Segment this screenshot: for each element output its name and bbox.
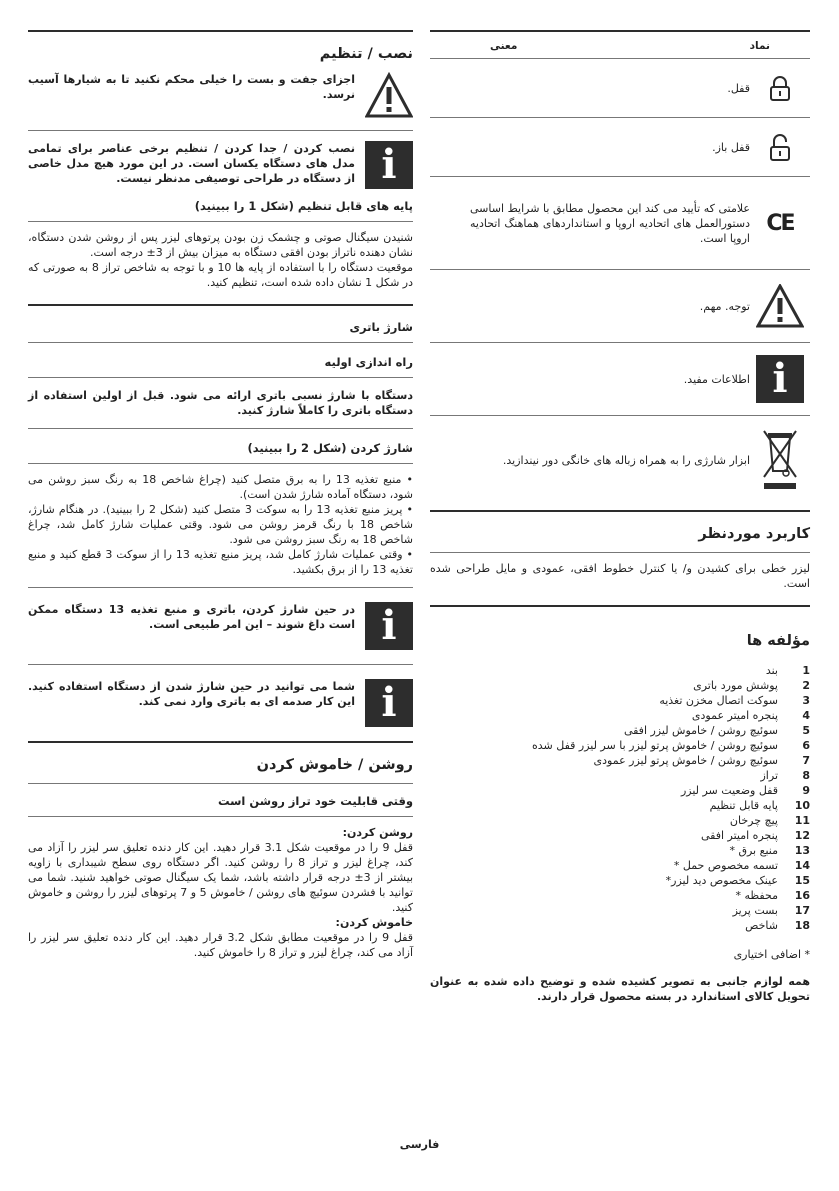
warning-note: [28, 72, 413, 120]
component-number: 6: [802, 739, 810, 752]
component-item: [430, 918, 810, 933]
component-label: پوشش مورد باتری: [693, 679, 778, 692]
component-item: [430, 783, 810, 798]
component-number: 14: [794, 859, 810, 872]
component-number: 15: [794, 874, 810, 887]
symbol-meaning: توجه. مهم.: [699, 299, 750, 313]
warning-icon: [365, 72, 413, 120]
component-label: بند: [765, 664, 778, 677]
optional-note: * اضافی اختیاری: [733, 948, 810, 961]
symbol-row: [430, 177, 810, 269]
ce-mark-icon: CE: [766, 210, 794, 236]
lock-icon: [750, 75, 810, 101]
component-number: 1: [802, 664, 810, 677]
symbol-meaning: قفل باز.: [712, 140, 750, 154]
charging-title: شارژ کردن (شکل 2 را ببینید): [247, 441, 413, 455]
component-label: سوئیچ روشن / خاموش پرتو لیزر با سر لیزر قفل شده: [531, 739, 778, 752]
col-meaning: معنی: [490, 40, 518, 52]
accessories-note: همه لوازم جانبی به تصویر کشیده شده و توضیح داده شده به عنوان تحویل کالای استاندارد در بسته محصول قرار دارند.: [430, 975, 810, 1003]
info-note: [28, 679, 413, 727]
symbol-meaning: ابزار شارژی را به همراه زباله های خانگی دور نیندازید.: [502, 453, 750, 467]
intended-text: لیزر خطی برای کشیدن و/ یا کنترل خطوط افقی، عمودی و مایل طراحی شده است.: [430, 562, 810, 590]
col-symbol: نماد: [749, 40, 770, 52]
on-text: قفل 9 را در موقعیت شکل 3.1 قرار دهید. این کار دنده تعلیق سر لیزر را آزاد می کند، چراغ لیزر و تراز 8 را روشن کنید. اگر دستگاه روی سطح شیبداری با زاویه بیشتر از 3± درجه قرار داشته باشد، شما یک سیگنال صوتی خواهید شنید. شما می توانید با فشردن سوئیچ های روشن / خاموش 5 و 7 پرتوهای لیزر را روشن و خاموش کنید.: [28, 841, 413, 914]
component-number: 18: [794, 919, 810, 932]
list-item: • پریز منبع تغذیه 13 را به سوکت 3 متصل کنید (شکل 2 را ببینید). در هنگام شارژ، شاخص 18 با رنگ قرمز روشن می شود. وقتی عملیات شارژ کامل شد، چراغ شاخص 18 به رنگ سبز روشن می شود.: [28, 503, 413, 546]
component-item: [430, 768, 810, 783]
warning-icon: [750, 284, 810, 328]
component-number: 4: [802, 709, 810, 722]
component-number: 11: [794, 814, 810, 827]
info-icon: i: [756, 355, 804, 403]
component-item: [430, 753, 810, 768]
component-label: تراز: [760, 769, 778, 782]
warning-note-text: اجزای جفت و بست را خیلی محکم نکنید تا به شیارها آسیب نرسد.: [28, 73, 355, 101]
component-item: [430, 828, 810, 843]
component-number: 9: [802, 784, 810, 797]
divider: [430, 552, 810, 553]
component-number: 5: [802, 724, 810, 737]
component-label: قفل وضعیت سر لیزر: [680, 784, 778, 797]
onoff-title: روشن / خاموش کردن: [256, 757, 413, 773]
component-item: [430, 858, 810, 873]
divider: [28, 342, 413, 343]
divider: [28, 377, 413, 378]
symbol-meaning: قفل.: [727, 81, 750, 95]
section-rule: [28, 30, 413, 32]
charge-title: شارژ باتری: [349, 320, 413, 334]
component-label: شاخص: [745, 919, 778, 932]
off-title: خاموش کردن:: [335, 916, 413, 929]
component-item: [430, 813, 810, 828]
symbol-meaning: اطلاعات مفید.: [683, 372, 750, 386]
divider: [28, 463, 413, 464]
component-label: بست پریز: [732, 904, 778, 917]
section-rule: [430, 605, 810, 607]
symbol-row: [430, 59, 810, 117]
component-item: [430, 738, 810, 753]
info-note-text: نصب کردن / جدا کردن / تنظیم برخی عناصر برای تمامی مدل های دستگاه یکسان است. در این مورد هیچ مدل خاصی از دستگاه در طراحی توصیفی مدنظر نیست.: [28, 142, 355, 185]
info-note-text: شما می توانید در حین شارژ شدن از دستگاه استفاده کنید. این کار صدمه ای به باتری وارد نمی کند.: [28, 680, 355, 708]
intended-title: کاربرد موردنظر: [698, 526, 810, 542]
startup-text: دستگاه با شارژ نسبی باتری ارائه می شود. قبل از اولین استفاده از دستگاه باتری را کاملاً شارژ کنید.: [28, 389, 413, 417]
feet-paragraph: موقعیت دستگاه را با استفاده از پایه ها 10 و با توجه به شاخص تراز 8 به صورتی که در شکل 1 نشان داده شده است، تنظیم کنید.: [28, 261, 413, 289]
divider: [28, 221, 413, 222]
list-item: • وقتی عملیات شارژ کامل شد، پریز منبع تغذیه 13 را از سوکت 3 قطع کنید و منبع تغذیه 13 را از برق بکشید.: [28, 548, 413, 576]
symbol-row: [430, 118, 810, 176]
component-item: [430, 903, 810, 918]
component-label: پنجره امیتر افقی: [700, 829, 778, 842]
weee-bin-icon: [750, 425, 810, 495]
unlock-icon: [750, 133, 810, 161]
component-number: 10: [794, 799, 810, 812]
info-note: [28, 141, 413, 189]
section-rule: [430, 510, 810, 512]
component-label: پنجره امیتر عمودی: [691, 709, 778, 722]
symbol-meaning: علامتی که تأیید می کند این محصول مطابق با شرایط اساسی دستورالعمل های اتحادیه اروپا و استانداردهای هماهنگ اتحادیه اروپا است.: [470, 201, 750, 245]
symbol-row: [430, 416, 810, 504]
component-item: [430, 723, 810, 738]
component-label: پایه قابل تنظیم: [709, 799, 778, 812]
component-item: [430, 693, 810, 708]
component-label: سوکت اتصال مخزن تغذیه: [659, 694, 778, 707]
page-footer-language: فارسی: [399, 1138, 440, 1151]
components-title: مؤلفه ها: [746, 633, 810, 649]
symbol-table-header: [430, 32, 810, 58]
component-label: سوئیچ روشن / خاموش لیزر افقی: [623, 724, 778, 737]
component-number: 17: [794, 904, 810, 917]
component-number: 3: [802, 694, 810, 707]
component-item: [430, 663, 810, 678]
startup-title: راه اندازی اولیه: [324, 355, 413, 369]
component-item: [430, 798, 810, 813]
component-number: 13: [794, 844, 810, 857]
info-note-text: در حین شارژ کردن، باتری و منبع تغذیه 13 دستگاه ممکن است داغ شوند – این امر طبیعی است.: [28, 603, 355, 631]
install-title: نصب / تنظیم: [319, 46, 413, 62]
component-label: پیچ چرخان: [729, 814, 778, 827]
divider: [28, 664, 413, 665]
info-icon: i: [365, 679, 413, 727]
component-number: 7: [802, 754, 810, 767]
info-note: [28, 602, 413, 650]
component-item: [430, 708, 810, 723]
info-icon: i: [365, 602, 413, 650]
component-number: 12: [794, 829, 810, 842]
symbol-row: [430, 343, 810, 415]
feet-paragraph: شنیدن سیگنال صوتی و چشمک زن بودن پرتوهای لیزر پس از روشن شدن دستگاه، نشان دهنده ناتراز بودن افقی دستگاه به میزان بیش از 3± درجه است.: [28, 231, 413, 259]
on-title: روشن کردن:: [342, 826, 413, 839]
symbol-row: [430, 270, 810, 342]
divider: [28, 130, 413, 131]
info-icon: i: [365, 141, 413, 189]
divider: [28, 587, 413, 588]
section-rule: [28, 741, 413, 743]
component-label: سوئیچ روشن / خاموش پرتو لیزر عمودی: [593, 754, 778, 767]
components-list: [430, 663, 810, 933]
component-label: تسمه مخصوص حمل *: [673, 859, 778, 872]
divider: [28, 428, 413, 429]
component-label: محفظه *: [735, 889, 778, 902]
component-item: [430, 678, 810, 693]
component-label: منبع برق *: [729, 844, 778, 857]
section-rule: [28, 304, 413, 306]
list-item: • منبع تغذیه 13 را به برق متصل کنید (چراغ شاخص 18 به رنگ سبز روشن می شود، دستگاه آماده شارژ شدن است).: [28, 473, 413, 501]
component-number: 8: [802, 769, 810, 782]
feet-title: پایه های قابل تنظیم (شکل 1 را ببینید): [194, 199, 413, 213]
off-text: قفل 9 را در موقعیت مطابق شکل 3.2 قرار دهید. این کار دنده تعلیق سر لیزر را آزاد می کند، چراغ لیزر و تراز 8 را خاموش کنید.: [28, 931, 413, 959]
selflevel-title: وقتی قابلیت خود تراز روشن است: [217, 794, 413, 808]
divider: [28, 783, 413, 784]
component-item: [430, 888, 810, 903]
right-column: [430, 30, 810, 1004]
component-item: [430, 873, 810, 888]
component-number: 16: [794, 889, 810, 902]
component-item: [430, 843, 810, 858]
left-column: [28, 30, 413, 960]
divider: [28, 816, 413, 817]
component-number: 2: [802, 679, 810, 692]
component-label: عینک مخصوص دید لیزر*: [665, 874, 778, 887]
